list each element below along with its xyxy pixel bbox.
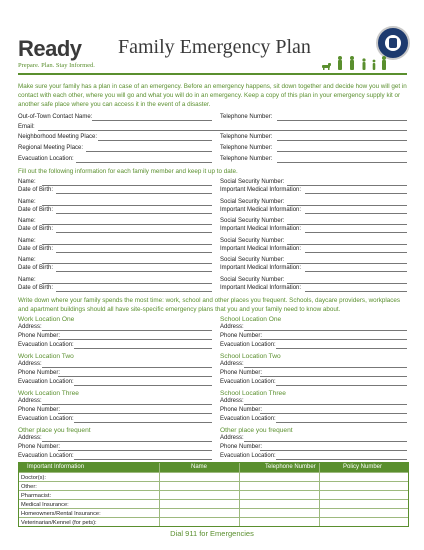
member-ssn-field[interactable] [287, 263, 407, 264]
location-address-field[interactable] [244, 404, 407, 405]
location-evacuation-field[interactable] [276, 348, 407, 349]
member-name-label: Name: [18, 276, 36, 283]
location-evacuation-label: Evacuation Location: [18, 453, 74, 459]
location-address-label: Address: [220, 324, 244, 330]
member-medical-field[interactable] [305, 213, 407, 214]
member-dob-label: Date of Birth: [18, 206, 54, 213]
location-address-field[interactable] [244, 441, 407, 442]
member-dob-label: Date of Birth: [18, 226, 54, 232]
location-phone-field[interactable] [260, 339, 407, 340]
location-heading: Work Location Two [18, 353, 74, 360]
header-divider [18, 73, 407, 75]
location-address-field[interactable] [244, 330, 407, 331]
location-heading: School Location Three [220, 390, 286, 397]
location-address-field[interactable] [42, 367, 212, 368]
member-name-label: Name: [18, 218, 36, 224]
location-phone-label: Phone Number: [18, 444, 61, 450]
member-ssn-label: Social Security Number: [220, 179, 285, 185]
location-evacuation-field[interactable] [74, 459, 212, 460]
brand-logo: Ready [18, 36, 82, 61]
row-label: Veterinarian/Kennel (for pets): [21, 519, 97, 526]
member-ssn-field[interactable] [287, 185, 407, 186]
email-label: Email: [18, 124, 35, 130]
member-medical-label: Important Medical Information: [220, 187, 302, 193]
location-evacuation-field[interactable] [276, 459, 407, 460]
header-important-info: Important Information [27, 464, 85, 470]
regional-label: Regional Meeting Place: [18, 145, 84, 151]
location-evacuation-label: Evacuation Location: [18, 379, 74, 385]
location-phone-field[interactable] [58, 376, 212, 377]
member-ssn-label: Social Security Number: [220, 237, 285, 244]
location-address-field[interactable] [42, 330, 212, 331]
member-medical-field[interactable] [305, 291, 407, 292]
location-heading: Other place you frequent [220, 427, 293, 434]
telephone-label: Telephone Number: [220, 156, 273, 162]
member-dob-field[interactable] [56, 291, 212, 292]
location-phone-label: Phone Number: [18, 407, 61, 413]
out-of-town-label: Out-of-Town Contact Name: [18, 114, 93, 120]
location-address-label: Address: [220, 435, 244, 441]
member-name-label: Name: [18, 179, 36, 185]
telephone-field[interactable] [277, 120, 407, 121]
member-dob-label: Date of Birth: [18, 245, 54, 252]
location-heading: School Location Two [220, 353, 281, 360]
header-telephone: Telephone Number [265, 464, 316, 470]
location-heading: Work Location Three [18, 390, 79, 397]
telephone-field[interactable] [277, 162, 407, 163]
telephone-field[interactable] [277, 151, 407, 152]
location-phone-label: Phone Number: [220, 370, 263, 376]
location-evacuation-label: Evacuation Location: [18, 342, 74, 348]
row-label: Other: [21, 483, 37, 490]
member-medical-label: Important Medical Information: [220, 226, 302, 232]
locations-instruction: Write down where your family spends the most time: work, school and other places you frequent. Schools, daycare providers, workplaces and apartment buildings should all have site-specific emergency plans that you and your family need to know about. [18, 297, 401, 313]
intro-text: Make sure your family has a plan in case of an emergency. Before an emergency happens, sit down together and decide how you will get in contact with each other, where you will go and what you will do in an emergency. Keep a copy of this plan in your emergency supply kit or another safe place where you can access it in the event of a disaster. [18, 83, 407, 108]
member-name-field[interactable] [42, 224, 212, 225]
row-label: Pharmacist: [21, 492, 52, 499]
member-medical-label: Important Medical Information: [220, 265, 302, 271]
column-divider [319, 463, 320, 526]
member-name-field[interactable] [42, 283, 212, 284]
location-evacuation-field[interactable] [276, 422, 407, 423]
members-instruction: Fill out the following information for each family member and keep it up to date. [18, 168, 238, 175]
location-heading: School Location One [220, 316, 282, 323]
column-divider [239, 463, 240, 526]
member-ssn-label: Social Security Number: [220, 198, 285, 205]
footer-emergency: Dial 911 for Emergencies [170, 529, 254, 538]
member-medical-field[interactable] [305, 252, 407, 253]
page-title: Family Emergency Plan [118, 36, 311, 58]
member-medical-field[interactable] [305, 232, 407, 233]
location-evacuation-label: Evacuation Location: [220, 379, 276, 385]
evacuation-field[interactable] [76, 162, 212, 163]
member-dob-field[interactable] [56, 252, 212, 253]
member-name-field[interactable] [42, 244, 212, 245]
member-ssn-label: Social Security Number: [220, 276, 285, 283]
location-evacuation-field[interactable] [74, 348, 212, 349]
location-phone-label: Phone Number: [18, 333, 61, 339]
evacuation-label: Evacuation Location: [18, 156, 74, 162]
member-ssn-label: Social Security Number: [220, 257, 285, 263]
location-evacuation-label: Evacuation Location: [18, 416, 74, 422]
member-ssn-field[interactable] [287, 205, 407, 206]
member-dob-label: Date of Birth: [18, 187, 54, 193]
member-name-field[interactable] [42, 185, 212, 186]
member-name-field[interactable] [42, 205, 212, 206]
member-dob-field[interactable] [56, 213, 212, 214]
member-dob-field[interactable] [56, 232, 212, 233]
row-label: Medical Insurance: [21, 501, 69, 508]
neighborhood-field[interactable] [98, 140, 212, 141]
member-dob-label: Date of Birth: [18, 265, 54, 271]
member-ssn-label: Social Security Number: [220, 218, 285, 224]
header-name: Name [191, 464, 208, 470]
location-evacuation-field[interactable] [74, 422, 212, 423]
location-evacuation-label: Evacuation Location: [220, 453, 276, 459]
location-address-label: Address: [220, 361, 244, 367]
location-phone-field[interactable] [58, 450, 212, 451]
member-medical-label: Important Medical Information: [220, 206, 302, 213]
member-medical-label: Important Medical Information: [220, 284, 302, 291]
member-ssn-field[interactable] [287, 283, 407, 284]
location-phone-label: Phone Number: [220, 333, 263, 339]
telephone-label: Telephone Number: [220, 145, 273, 151]
location-evacuation-label: Evacuation Location: [220, 342, 276, 348]
important-info-table [18, 462, 409, 527]
location-heading: Other place you frequent [18, 427, 91, 434]
location-phone-field[interactable] [58, 413, 212, 414]
location-address-field[interactable] [244, 367, 407, 368]
location-address-field[interactable] [42, 404, 212, 405]
location-address-field[interactable] [42, 441, 212, 442]
member-medical-label: Important Medical Information: [220, 245, 302, 252]
location-phone-label: Phone Number: [220, 407, 263, 413]
location-phone-field[interactable] [260, 376, 407, 377]
location-address-label: Address: [18, 361, 42, 367]
regional-field[interactable] [86, 151, 212, 152]
out-of-town-field[interactable] [92, 120, 212, 121]
location-address-label: Address: [18, 435, 42, 441]
location-phone-field[interactable] [260, 450, 407, 451]
email-field[interactable] [38, 130, 407, 131]
member-name-label: Name: [18, 257, 36, 263]
neighborhood-label: Neighborhood Meeting Place: [18, 134, 98, 140]
location-evacuation-field[interactable] [74, 385, 212, 386]
location-heading: Work Location One [18, 316, 75, 323]
header-policy: Policy Number [343, 464, 383, 470]
member-ssn-field[interactable] [287, 244, 407, 245]
table-header [19, 463, 408, 472]
location-address-label: Address: [18, 398, 42, 404]
member-medical-field[interactable] [305, 193, 407, 194]
location-address-label: Address: [220, 398, 244, 404]
location-phone-label: Phone Number: [220, 444, 263, 450]
row-label: Homeowners/Rental Insurance: [21, 510, 101, 517]
member-name-field[interactable] [42, 263, 212, 264]
location-evacuation-label: Evacuation Location: [220, 416, 276, 422]
telephone-label: Telephone Number: [220, 114, 273, 120]
tagline: Prepare. Plan. Stay Informed. [18, 62, 95, 69]
table-row[interactable] [19, 517, 408, 527]
location-phone-field[interactable] [260, 413, 407, 414]
location-phone-field[interactable] [58, 339, 212, 340]
member-dob-label: Date of Birth: [18, 284, 54, 291]
telephone-label: Telephone Number: [220, 134, 273, 140]
member-dob-field[interactable] [56, 193, 212, 194]
member-name-label: Name: [18, 237, 36, 244]
row-label: Doctor(s): [21, 474, 46, 481]
location-evacuation-field[interactable] [276, 385, 407, 386]
telephone-field[interactable] [277, 140, 407, 141]
member-ssn-field[interactable] [287, 224, 407, 225]
member-name-label: Name: [18, 198, 36, 205]
family-silhouette-icon [316, 55, 406, 71]
location-address-label: Address: [18, 324, 42, 330]
column-divider [159, 463, 160, 526]
location-phone-label: Phone Number: [18, 370, 61, 376]
member-dob-field[interactable] [56, 271, 212, 272]
member-medical-field[interactable] [305, 271, 407, 272]
